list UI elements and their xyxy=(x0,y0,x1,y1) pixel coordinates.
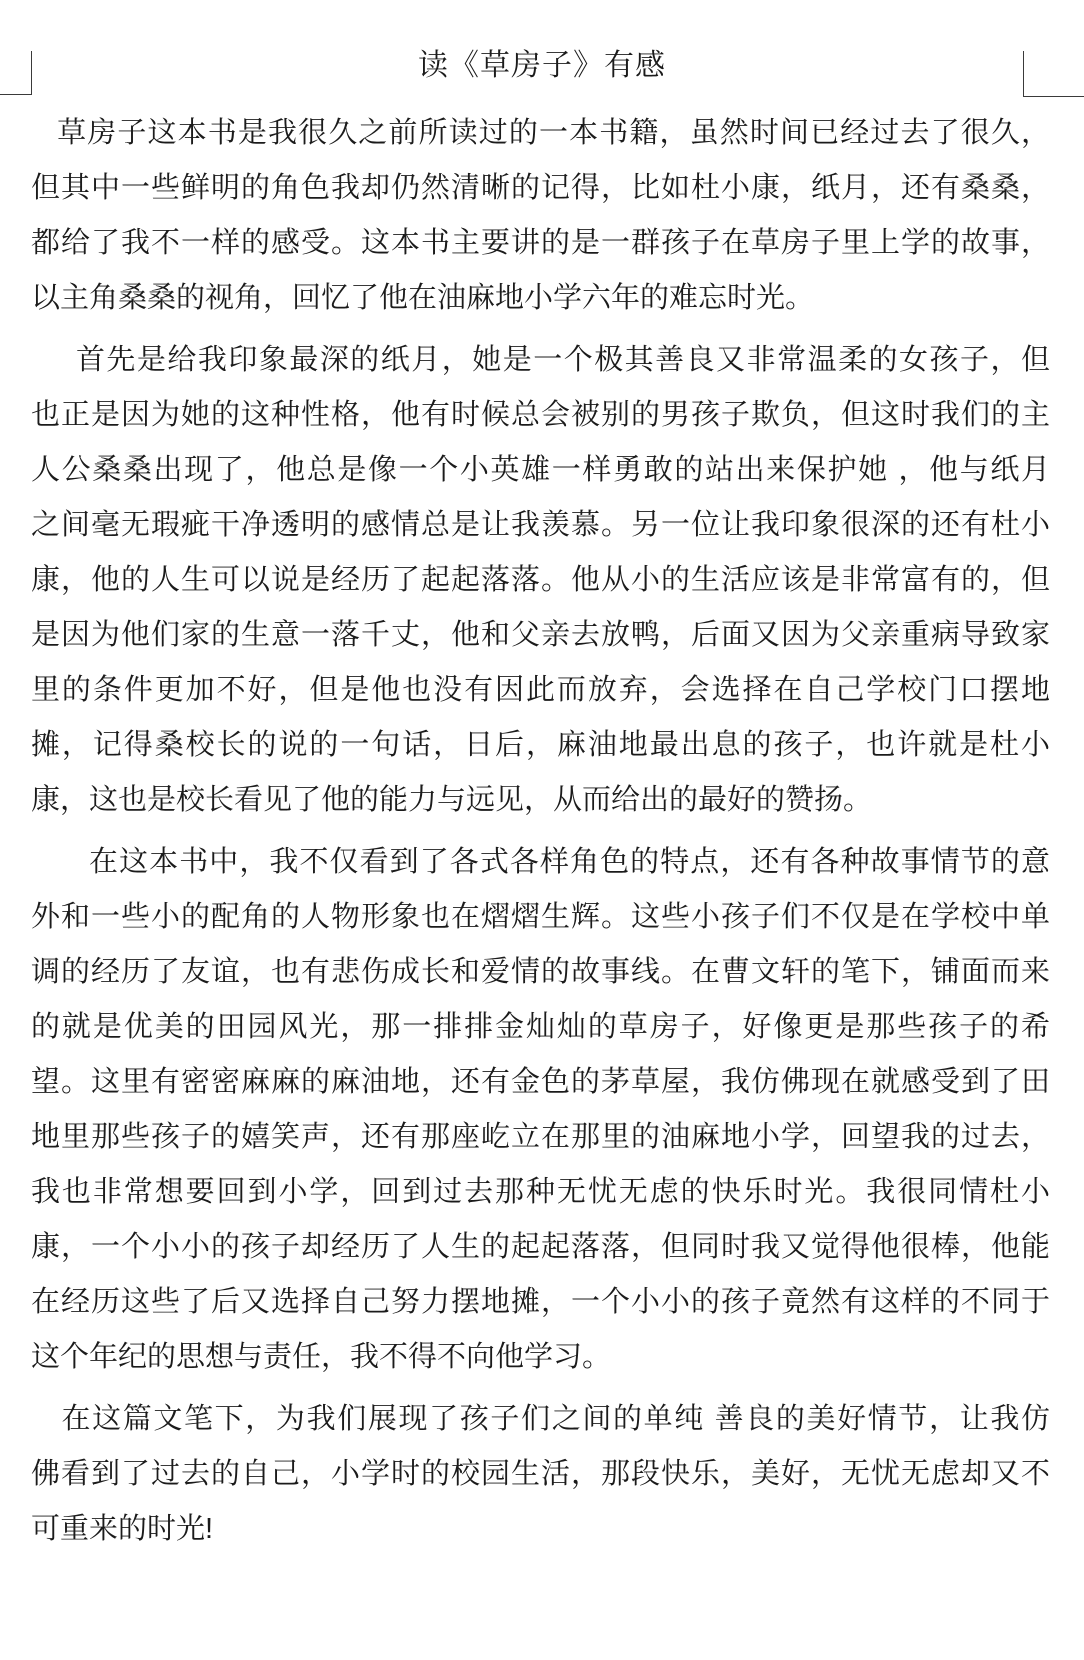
text-line: 康，一个小小的孩子却经历了人生的起起落落，但同时我又觉得他很棒，他能 xyxy=(31,1231,1050,1264)
document-page xyxy=(0,46,1084,1660)
essay-body xyxy=(31,106,1050,1557)
text-line: 首先是给我印象最深的纸月，她是一个极其善良又非常温柔的女孩子，但 xyxy=(75,344,1050,377)
crop-mark-top-left xyxy=(0,51,32,95)
text-line: 的就是优美的田园风光，那一排排金灿灿的草房子，好像更是那些孩子的希 xyxy=(31,1011,1050,1044)
text-line: 是因为他们家的生意一落千丈，他和父亲去放鸭，后面又因为父亲重病导致家 xyxy=(31,619,1050,652)
text-line: 地里那些孩子的嬉笑声，还有那座屹立在那里的油麻地小学，回望我的过去， xyxy=(31,1121,1050,1154)
text-line: 在这本书中，我不仅看到了各式各样角色的特点，还有各种故事情节的意 xyxy=(89,846,1050,879)
text-line: 可重来的时光! xyxy=(31,1513,214,1546)
text-line: 望。这里有密密麻麻的麻油地，还有金色的茅草屋，我仿佛现在就感受到了田 xyxy=(31,1066,1050,1099)
text-line: 摊，记得桑校长的说的一句话，日后，麻油地最出息的孩子，也许就是杜小 xyxy=(31,729,1050,762)
text-line: 也正是因为她的这种性格，他有时候总会被别的男孩子欺负，但这时我们的主 xyxy=(31,399,1050,432)
text-line: 都给了我不一样的感受。这本书主要讲的是一群孩子在草房子里上学的故事， xyxy=(31,227,1050,260)
text-line: 草房子这本书是我很久之前所读过的一本书籍，虽然时间已经过去了很久， xyxy=(57,117,1050,150)
text-line: 康，他的人生可以说是经历了起起落落。他从小的生活应该是非常富有的，但 xyxy=(31,564,1050,597)
text-line: 康，这也是校长看见了他的能力与远见，从而给出的最好的赞扬。 xyxy=(31,784,873,817)
text-line: 我也非常想要回到小学，回到过去那种无忧无虑的快乐时光。我很同情杜小 xyxy=(31,1176,1050,1209)
crop-mark-top-right xyxy=(1023,51,1084,97)
text-line: 这个年纪的思想与责任，我不得不向他学习。 xyxy=(31,1341,612,1374)
text-line: 但其中一些鲜明的角色我却仍然清晰的记得，比如杜小康，纸月，还有桑桑， xyxy=(31,172,1050,205)
paragraph-2 xyxy=(31,333,1050,828)
text-line: 佛看到了过去的自己，小学时的校园生活，那段快乐，美好，无忧无虑却又不 xyxy=(31,1458,1050,1491)
text-line: 在经历这些了后又选择自己努力摆地摊，一个小小的孩子竟然有这样的不同于 xyxy=(31,1286,1050,1319)
text-line: 调的经历了友谊，也有悲伤成长和爱情的故事线。在曹文轩的笔下，铺面而来 xyxy=(31,956,1050,989)
paragraph-1 xyxy=(31,106,1050,326)
text-line: 在这篇文笔下，为我们展现了孩子们之间的单纯 善良的美好情节，让我仿 xyxy=(61,1403,1050,1436)
text-line: 之间毫无瑕疵干净透明的感情总是让我羡慕。另一位让我印象很深的还有杜小 xyxy=(31,509,1050,542)
paragraph-4 xyxy=(31,1392,1050,1557)
text-line: 外和一些小的配角的人物形象也在熠熠生辉。这些小孩子们不仅是在学校中单 xyxy=(31,901,1050,934)
text-line: 里的条件更加不好，但是他也没有因此而放弃，会选择在自己学校门口摆地 xyxy=(31,674,1050,707)
paragraph-3 xyxy=(31,835,1050,1385)
text-line: 人公桑桑出现了，他总是像一个小英雄一样勇敢的站出来保护她 ，他与纸月 xyxy=(31,454,1050,487)
essay-title: 读《草房子》有感 xyxy=(418,49,666,82)
text-line: 以主角桑桑的视角，回忆了他在油麻地小学六年的难忘时光。 xyxy=(31,282,815,315)
